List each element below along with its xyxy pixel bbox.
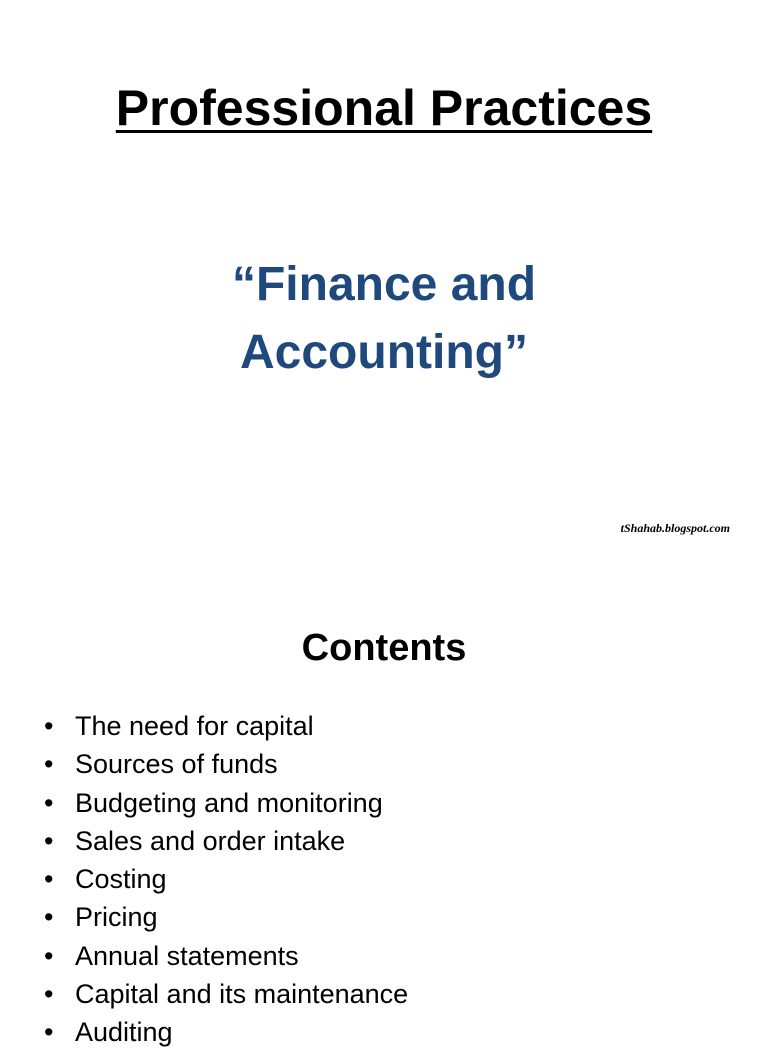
bullet-icon: • (44, 902, 54, 933)
page-title: Professional Practices (115, 80, 653, 136)
slide-subtitle (0, 251, 768, 387)
subtitle-line-1: “Finance and (231, 258, 537, 311)
list-item (44, 860, 408, 898)
list-item-label: Costing (75, 864, 167, 895)
contents-list (44, 707, 408, 1052)
bullet-icon: • (44, 1017, 54, 1048)
contents-title: Contents (301, 627, 467, 669)
list-item-label: Sales and order intake (75, 825, 346, 856)
bullet-icon: • (44, 787, 54, 818)
slide-contents (0, 576, 768, 1048)
list-item-label: Auditing (75, 1017, 173, 1048)
list-item (44, 975, 408, 1013)
bullet-icon: • (44, 825, 54, 856)
list-item (44, 707, 408, 745)
watermark-text: tShahab.blogspot.com (620, 521, 730, 535)
list-item-label: The need for capital (75, 711, 314, 741)
list-item-label: Annual statements (75, 940, 299, 971)
bullet-icon: • (44, 979, 54, 1010)
bullet-icon: • (44, 749, 54, 780)
list-item-label: Capital and its maintenance (75, 979, 409, 1010)
list-item (44, 745, 408, 783)
list-item (44, 1013, 408, 1051)
list-item-label: Pricing (75, 902, 158, 933)
list-item (44, 784, 408, 822)
list-item (44, 898, 408, 936)
subtitle-line-2: Accounting” (240, 326, 528, 379)
list-item-label: Budgeting and monitoring (75, 787, 383, 818)
list-item-label: Sources of funds (75, 749, 278, 780)
list-item (44, 937, 408, 975)
bullet-icon: • (44, 711, 54, 741)
list-item (44, 822, 408, 860)
bullet-icon: • (44, 864, 54, 895)
bullet-icon: • (44, 940, 54, 971)
